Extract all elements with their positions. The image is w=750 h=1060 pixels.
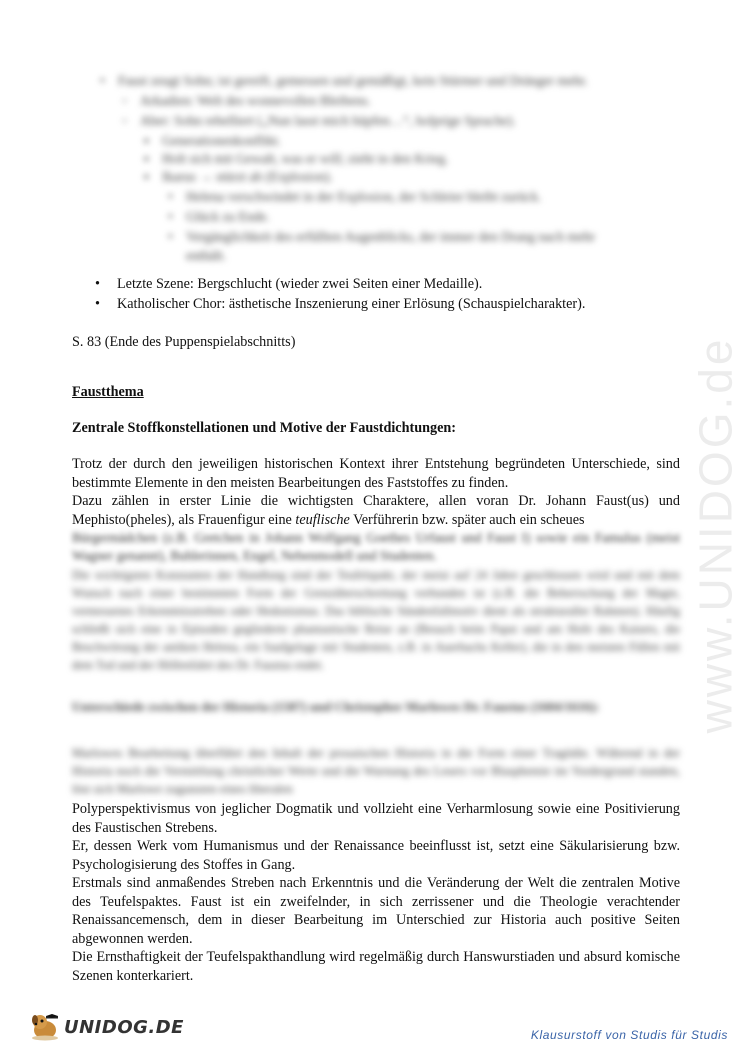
watermark: www.UNIDOG.de: [689, 336, 742, 734]
page-reference: S. 83 (Ende des Puppenspielabschnitts): [72, 334, 296, 350]
blurred-bullet-l3: ▪ Ikarus → stürzt ab (Explosion).: [144, 169, 333, 184]
blurred-bullet-l2: ◦ Arkadien: Welt des wonnevollen Bleibens.: [122, 93, 371, 108]
bullet-item: • Katholischer Chor: ästhetische Inszenierung einer Erlösung (Schauspielcharakter).: [95, 296, 586, 312]
blurred-bullet-l4: • Vergänglichkeit des erfüllten Augenblicks, der immer den Drang nach mehr enthält.: [168, 229, 596, 263]
paragraph: Er, dessen Werk vom Humanismus und der Renaissance beeinflusst ist, setzt eine Säkularisierung bzw. Psychologisierung des Stoffes in Gang.: [72, 838, 680, 873]
section-heading: Faustthema: [72, 384, 144, 400]
dog-mascot-icon: [28, 1012, 62, 1042]
blurred-bullet-l4: • Helena verschwindet in der Explosion, der Schleier bleibt zurück.: [168, 189, 542, 204]
blurred-bullet-l3: ▪ Holt sich mit Gewalt, was er will; zieht in den Krieg.: [144, 151, 449, 166]
paragraph: Die Ernsthaftigkeit der Teufelspakthandlung wird regelmäßig durch Hanswurstiaden und absurd komische Szenen konterkariert.: [72, 949, 680, 984]
blurred-paragraph: Die wichtigsten Konstanten der Handlung sind der Teufelspakt, der meist auf 24 Jahre geschlossen wird und mit dem Wunsch nach einer bestimmten Form der Grenzüberschreitung verbunden ist (z.B. die Beherrschung der Magie, vermessenes Erkenntnisstreben oder Hedonismus. Das biblische Sündenfallmotiv dient als strukturaller Rahmen). Häufig schließt sich eine in Episoden gegliederte phantastische Reise an (Besuch beim Papst und am Hofe des Kaisers, die Beschwörung der antiken Helena, ein Saufgelage mit Studenten, z.B. in Auerbachs Keller), die in den meisten Fällen mit dem Tod und der Höllenfahrt des Dr. Faustus endet.: [72, 568, 680, 672]
blurred-bullet-l3: ▪ Generationenkonflikt.: [144, 133, 281, 148]
subheading: Zentrale Stoffkonstellationen und Motive der Faustdichtungen:: [72, 420, 456, 436]
paragraph: Dazu zählen in erster Linie die wichtigsten Charaktere, allen voran Dr. Johann Faust(us) und Mephisto(pheles), als Frauenfigur eine teuflische Verführerin bzw. später auch ein scheues: [72, 493, 680, 528]
blurred-bullet-l4: • Glück zu Ende.: [168, 209, 270, 224]
blurred-paragraph: Bürgermädchen (z.B. Gretchen in Johann Wolfgang Goethes Urfaust und Faust I) sowie ein Famulus (meist Wagner genannt), Buhlerinnen, Engel, Nebenmodell und Studenten.: [72, 530, 680, 563]
footer-tagline: Klausurstoff von Studis für Studis: [530, 1028, 728, 1042]
paragraph: Trotz der durch den jeweiligen historischen Kontext ihrer Entstehung begründeten Unterschiede, sind bestimmte Elemente in den meisten Bearbeitungen des Faststoffes zu finden.: [72, 456, 680, 491]
footer-logo[interactable]: [28, 1012, 184, 1042]
paragraph: Erstmals sind anmaßendes Streben nach Erkenntnis und die Veränderung der Welt die zentralen Motive des Teufelspaktes. Faust ist ein zweifelnder, in sich zerrissener und die Theologie verachtender Renaissancemensch, dem in dieser Bearbeitung im Unterschied zur Historia auch positive Seiten abgewonnen werden.: [72, 875, 680, 947]
bullet-item: • Letzte Szene: Bergschlucht (wieder zwei Seiten einer Medaille).: [95, 276, 483, 292]
blurred-bullet-l1: • Faust zeugt Sohn; ist gereift, gemessen und gemäßigt, kein Stürmer und Dränger mehr.: [100, 73, 588, 88]
paragraph: Polyperspektivismus von jeglicher Dogmatik und vollzieht eine Verharmlosung sowie eine Positivierung des Faustischen Strebens.: [72, 801, 680, 836]
blurred-bullet-l2: ◦ Aber: Sohn rebelliert („Nun lasst mich hüpfen…“, holprige Sprache).: [122, 113, 516, 128]
blurred-paragraph: Marlowes Bearbeitung überführt den Inhalt der prosaischen Historia in die Form einer Tragödie. Während in der Historia noch die Vermittlung christlicher Werte und die Warnung des Lesers vor Blasphemie im Vordergrund standen, löst sich Marlowe zugunsten eines liberalen: [72, 746, 680, 796]
blurred-subheading: Unterschiede zwischen der Historia (1587) und Christopher Marlowes Dr. Faustus (1604/1616):: [72, 699, 600, 714]
footer-logo-text: UNIDOG.DE: [64, 1016, 184, 1038]
